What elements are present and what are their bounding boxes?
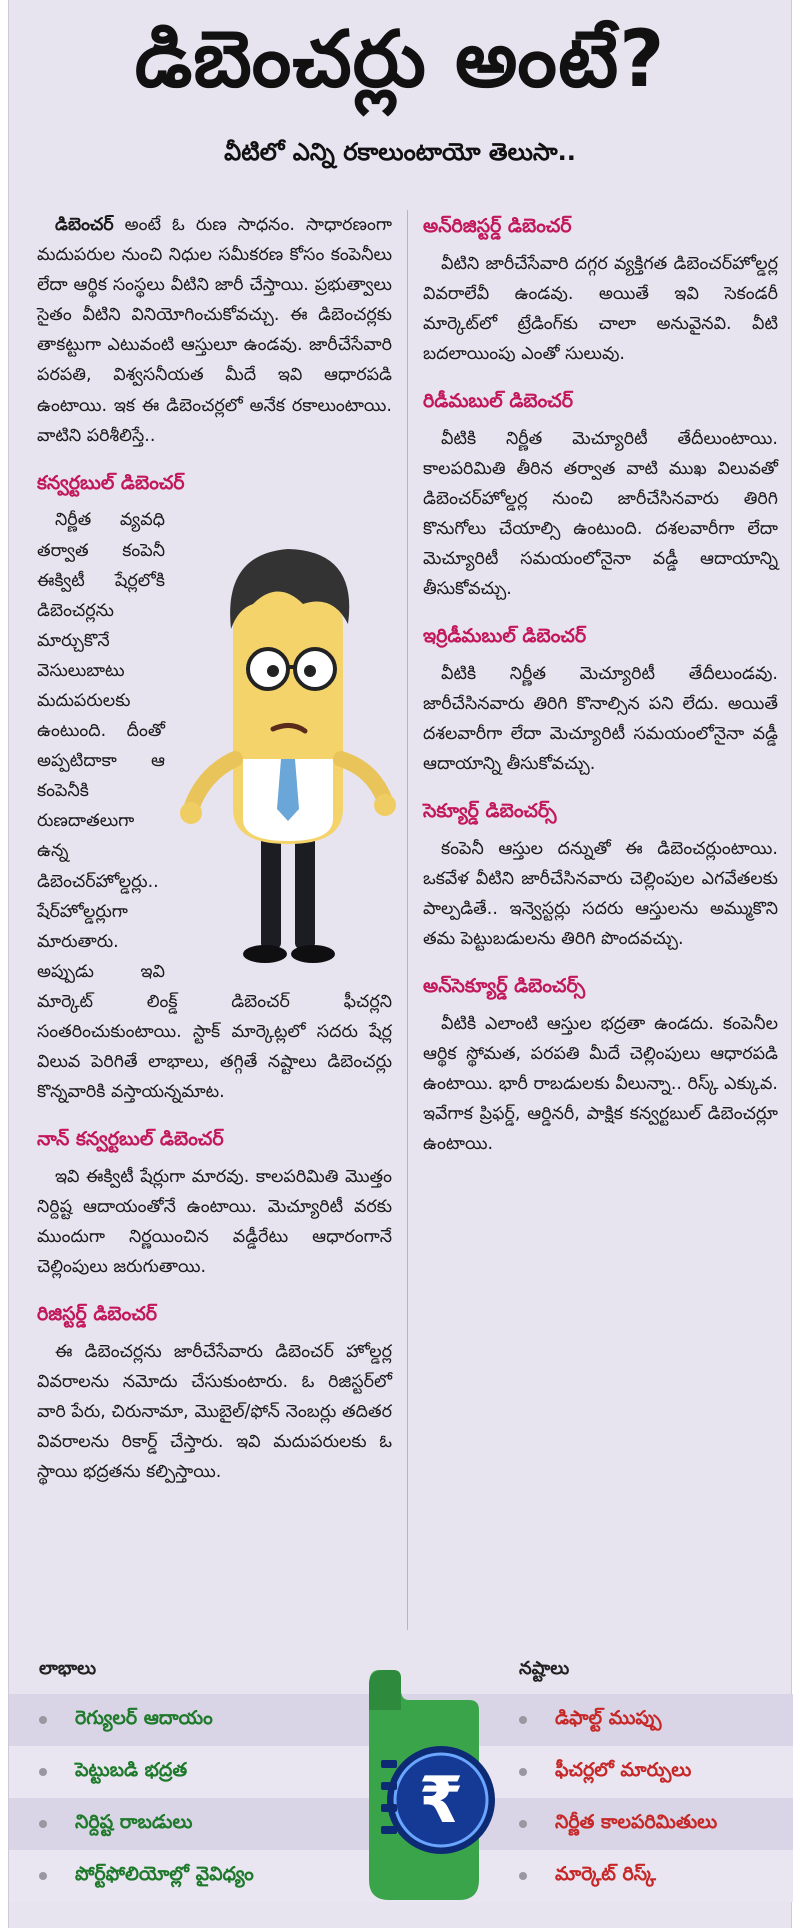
cartoon-businessman-icon bbox=[173, 509, 398, 979]
con-item bbox=[519, 1863, 656, 1890]
intro-text: అంటే ఓ రుణ సాధనం. సాధారణంగా మదుపరుల నుంచి నిధుల సమీకరణ కోసం కంపెనీలు లేదా ఆర్థిక సంస్థలు వీటిని జారీ చేస్తాయి. ప్రభుత్వాలు సైతం వీటిని వినియోగించుకోవచ్చు. ఈ డిబెంచర్లకు తాకట్టుగా ఎటువంటి ఆస్తులూ ఉండవు. జారీచేసేవారి పరపతి, విశ్వసనీయత మీదే ఇవి ఆధారపడి ఉంటాయి. ఇక ఈ డిబెంచర్లలో అనేక రకాలుంటాయి. వాటిని పరిశీలిస్తే.. bbox=[37, 215, 392, 446]
subheadline: వీటిలో ఎన్ని రకాలుంటాయో తెలుసా.. bbox=[224, 138, 576, 166]
headline: డిబెంచర్లు అంటే? bbox=[134, 15, 666, 105]
left-column bbox=[37, 210, 392, 1487]
section-title-unregistered: అన్‌రిజిస్టర్డ్ డిబెంచర్ bbox=[423, 215, 572, 237]
bullet-icon bbox=[39, 1872, 47, 1880]
pro-label: పోర్ట్‌ఫోలియోల్లో వైవిధ్యం bbox=[75, 1862, 254, 1885]
registered-text: ఈ డిబెంచర్లను జారీచేసేవారు డిబెంచర్ హోల్డర్ల వివరాలను నమోదు చేసుకుంటారు. ఓ రిజిస్టర్‌లో వారి పేరు, చిరునామా, మొబైల్/ఫోన్ నెంబర్లు తదితర వివరాలను రికార్డ్ చేస్తారు. ఇవి మదుపరులకు ఓ స్థాయి భద్రతను కల్పిస్తాయి. bbox=[37, 1342, 392, 1483]
section-title-unsecured: అన్‌సెక్యూర్డ్ డిబెంచర్స్ bbox=[423, 975, 586, 998]
intro-paragraph bbox=[37, 210, 392, 451]
irredeemable-text: వీటికి నిర్ణీత మెచ్యూరిటీ తేదీలుండవు. జారీచేసినవారు తిరిగి కొనాల్సిన పని లేదు. అయితే దశలవారీగా లేదా మెచ్యూరిటీ సమయంలోనైనా వడ్డీ ఆదాయాన్ని తీసుకోవచ్చు. bbox=[423, 663, 778, 775]
section-title-redeemable: రిడీమబుల్ డిబెంచర్ bbox=[423, 390, 573, 413]
non-convertible-text: ఇవి ఈక్విటీ షేర్లుగా మారవు. కాలపరిమితి మొత్తం నిర్దిష్ట ఆదాయంతోనే ఉంటాయి. మెచ్యూరిటీ వరకు ముందుగా నిర్ణయించిన వడ్డీరేటు ఆధారంగానే చెల్లింపులు జరుగుతాయి. bbox=[37, 1166, 392, 1278]
bullet-icon bbox=[39, 1716, 47, 1724]
section-title-registered: రిజిస్టర్డ్ డిబెంచర్ bbox=[37, 1303, 158, 1326]
pro-label: నిర్దిష్ట రాబడులు bbox=[75, 1810, 193, 1833]
svg-text:₹: ₹ bbox=[418, 1764, 464, 1838]
intro-lead: డిబెంచర్ bbox=[55, 215, 114, 235]
section-title-convertible: కన్వర్టబుల్ డిబెంచర్ bbox=[37, 471, 185, 494]
bullet-icon bbox=[39, 1820, 47, 1828]
pros-cons-panel bbox=[9, 1650, 793, 1928]
pro-item bbox=[39, 1759, 187, 1786]
unsecured-text: వీటికి ఎలాంటి ఆస్తుల భద్రతా ఉండదు. కంపెనీల ఆర్థిక స్థోమత, పరపతి మీదే చెల్లింపులు ఆధారపడి ఉంటాయి. భారీ రాబడులకు వీలున్నా.. రిస్క్ ఎక్కువ. ఇవేగాక ప్రిఫర్డ్, ఆర్డినరీ, పాక్షిక కన్వర్టబుల్ డిబెంచర్లూ ఉంటాయి. bbox=[423, 1014, 778, 1155]
pro-item bbox=[39, 1811, 193, 1838]
convertible-wrap bbox=[37, 505, 392, 1107]
pro-label: పెట్టుబడి భద్రత bbox=[75, 1758, 188, 1781]
secured-text: కంపెనీ ఆస్తుల దన్నుతో ఈ డిబెంచర్లుంటాయి. ఒకవేళ వీటిని జారీచేసినవారు చెల్లింపుల ఎగవేతలకు పాల్పడితే.. ఇన్వెస్టర్లు సదరు ఆస్తులను అమ్ముకొని తమ పెట్టుబడులను తిరిగి పొందవచ్చు. bbox=[423, 839, 778, 950]
cons-title: నష్టాలు bbox=[519, 1658, 570, 1679]
pro-item bbox=[39, 1863, 254, 1890]
rupee-document-icon bbox=[349, 1650, 499, 1920]
unregistered-text: వీటిని జారీచేసేవారి దగ్గర వ్యక్తిగత డిబెంచర్‌హోల్డర్ల వివరాలేవీ ఉండవు. అయితే ఇవి సెకండరీ మార్కెట్‌లో ట్రేడింగ్‌కు చాలా అనువైనవి. వీటి బదలాయింపు ఎంతో సులువు. bbox=[423, 253, 778, 364]
article-columns bbox=[9, 210, 793, 1640]
section-title-non-convertible: నాన్ కన్వర్టబుల్ డిబెంచర్ bbox=[37, 1128, 224, 1151]
article-page bbox=[8, 0, 792, 1928]
bullet-icon bbox=[519, 1872, 527, 1880]
con-label: ఫీచర్లలో మార్పులు bbox=[555, 1758, 692, 1781]
pro-item bbox=[39, 1707, 213, 1734]
section-title-secured: సెక్యూర్డ్ డిబెంచర్స్ bbox=[423, 800, 557, 823]
pros-title: లాభాలు bbox=[39, 1658, 97, 1679]
pro-label: రెగ్యులర్ ఆదాయం bbox=[75, 1706, 213, 1729]
bullet-icon bbox=[519, 1768, 527, 1776]
redeemable-text: వీటికి నిర్ణీత మెచ్యూరిటీ తేదీలుంటాయి. కాలపరిమితి తీరిన తర్వాత వాటి ముఖ విలువతో డిబెంచర్‌హోల్డర్ల నుంచి జారీచేసినవారు తిరిగి కొనుగోలు చేయాల్సి ఉంటుంది. దశలవారీగా లేదా మెచ్యూరిటీ సమయంలోనైనా వడ్డీ ఆదాయాన్ని తీసుకోవచ్చు. bbox=[423, 428, 778, 600]
con-label: మార్కెట్ రిస్క్ bbox=[555, 1862, 656, 1885]
con-label: నిర్ణీత కాలపరిమితులు bbox=[555, 1810, 718, 1833]
bullet-icon bbox=[39, 1768, 47, 1776]
convertible-text: నిర్ణీత వ్యవధి తర్వాత కంపెనీ ఈక్విటీ షేర్లలోకి డిబెంచర్లను మార్చుకొనే వెసులుబాటు మదుపరులకు ఉంటుంది. దీంతో అప్పటిదాకా ఆ కంపెనీకి రుణదాతలుగా ఉన్న డిబెంచర్‌హోల్డర్లు.. షేర్‌హోల్డర్లుగా మారుతారు. అప్పుడు ఇవి మార్కెట్ లింక్డ్ డిబెంచర్ ఫీచర్లని సంతరించుకుంటాయి. స్టాక్ మార్కెట్లలో సదరు షేర్ల విలువ పెరిగితే లాభాలు, తగ్గితే నష్టాలు డిబెంచర్లు కొన్నవారికి వస్తాయన్నమాట. bbox=[37, 510, 392, 1103]
con-label: డిఫాల్ట్ ముప్పు bbox=[555, 1706, 662, 1729]
section-title-irredeemable: ఇర్రిడీమబుల్ డిబెంచర్ bbox=[423, 625, 587, 648]
bullet-icon bbox=[519, 1820, 527, 1828]
right-column bbox=[423, 210, 778, 1160]
bullet-icon bbox=[519, 1716, 527, 1724]
con-item bbox=[519, 1811, 717, 1838]
con-item bbox=[519, 1707, 661, 1734]
con-item bbox=[519, 1759, 691, 1786]
